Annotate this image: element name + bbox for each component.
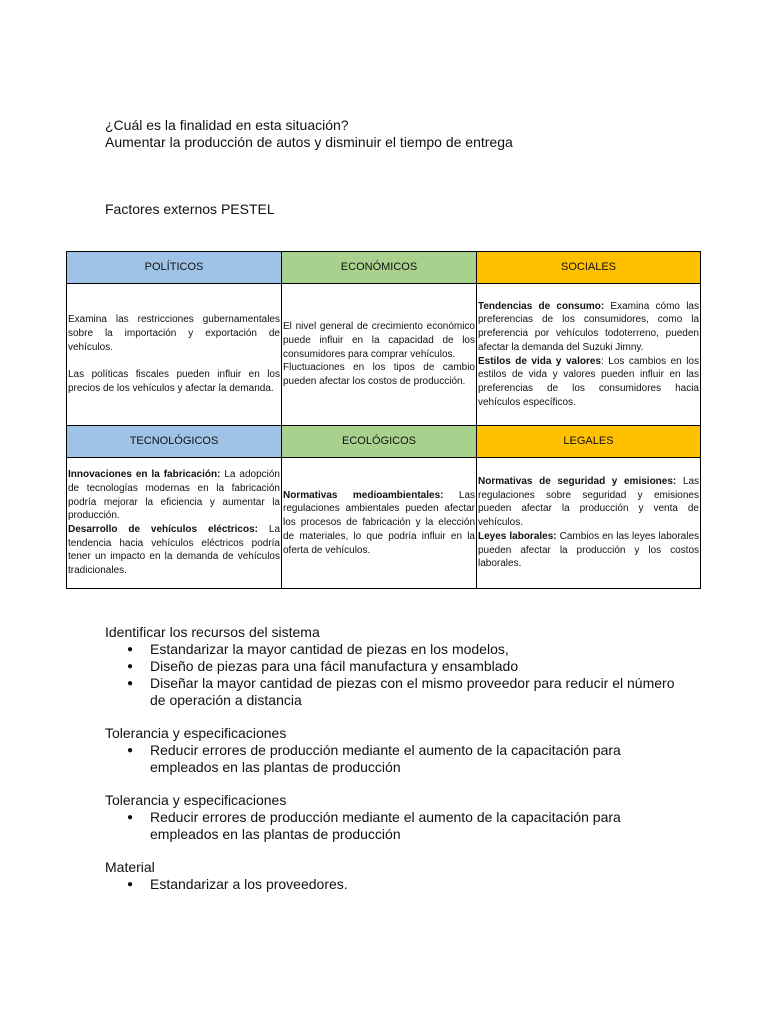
economicos-paragraph-1: El nivel general de crecimiento económico puede influir en la capacidad de los consumidores para comprar vehículos.	[283, 321, 475, 360]
legales-text-2: Cambios en las leyes laborales pueden afectar la producción y los costos laborales.	[478, 530, 700, 570]
section-title: Tolerancia y especificaciones	[105, 725, 287, 741]
header-tecnologicos: TECNOLÓGICOS	[67, 426, 282, 458]
cell-legales	[477, 458, 701, 589]
legales-paragraph-2	[478, 530, 699, 571]
tecnologicos-paragraph-2	[68, 523, 280, 578]
legales-term-1: Normativas de seguridad y emisiones:	[478, 476, 677, 488]
legales-term-2: Leyes laborales:	[478, 530, 557, 542]
bullet-list	[105, 809, 685, 843]
section-tolerancia-1	[105, 725, 685, 776]
cell-sociales	[477, 284, 701, 426]
question-text: ¿Cuál es la finalidad en esta situación?	[105, 117, 349, 133]
tecnologicos-term-1: Innovaciones en la fabricación:	[68, 469, 221, 481]
list-item: ● Estandarizar la mayor cantidad de piezas en los modelos,	[105, 641, 685, 658]
ecologicos-term-1: Normativas medioambientales:	[283, 489, 444, 501]
section-title: Tolerancia y especificaciones	[105, 792, 287, 808]
cell-ecologicos	[282, 458, 477, 589]
cell-economicos	[282, 284, 477, 426]
ecologicos-paragraph-1	[283, 489, 475, 558]
tecnologicos-text-2: La tendencia hacia vehículos eléctricos podría tener un impacto en la demanda de vehículos tradicionales.	[68, 524, 281, 577]
sociales-paragraph-1	[478, 300, 699, 355]
tecnologicos-term-2: Desarrollo de vehículos eléctricos:	[68, 524, 258, 535]
list-item: ● Diseño de piezas para una fácil manufactura y ensamblado	[105, 658, 685, 675]
politicos-paragraph-1: Examina las restricciones gubernamentales sobre la importación y exportación de vehículos.	[68, 314, 280, 353]
list-item: ● Diseñar la mayor cantidad de piezas con el mismo proveedor para reducir el número de operación a distancia	[105, 675, 685, 709]
bullet-list	[105, 742, 685, 776]
legales-text-1: Las regulaciones sobre seguridad y emisiones pueden afectar la producción y venta de vehículos.	[478, 476, 700, 529]
header-legales: LEGALES	[477, 426, 701, 458]
cell-tecnologicos	[67, 458, 282, 589]
politicos-paragraph-2: Las políticas fiscales pueden influir en los precios de los vehículos y afectar la demanda.	[68, 369, 280, 395]
sociales-paragraph-2	[478, 355, 699, 410]
header-sociales: SOCIALES	[477, 252, 701, 284]
section-recursos	[105, 624, 685, 709]
sociales-term-2: Estilos de vida y valores	[478, 355, 601, 367]
list-item: ● Reducir errores de producción mediante el aumento de la capacitación para empleados en las plantas de producción	[105, 742, 685, 776]
pestel-title: Factores externos PESTEL	[105, 201, 275, 217]
tecnologicos-paragraph-1	[68, 468, 280, 523]
ecologicos-text-1: Las regulaciones ambientales pueden afectar los procesos de fabricación y la elección de materiales, lo que podría influir en la oferta de vehículos.	[283, 489, 476, 556]
header-ecologicos: ECOLÓGICOS	[282, 426, 477, 458]
header-politicos: POLÍTICOS	[67, 252, 282, 284]
economicos-paragraph-2: Fluctuaciones en los tipos de cambio pueden afectar los costos de producción.	[283, 362, 475, 388]
sociales-text-1: Examina cómo las preferencias de los consumidores, como la preferencia por vehículos todoterreno, pueden afectar la demanda del Suzuki Jimny.	[478, 300, 699, 353]
section-material	[105, 859, 685, 893]
sections-block	[105, 624, 685, 909]
list-item: ● Estandarizar a los proveedores.	[105, 876, 685, 893]
section-tolerancia-2	[105, 792, 685, 843]
pestel-table	[66, 251, 701, 589]
cell-politicos	[67, 284, 282, 426]
section-title: Identificar los recursos del sistema	[105, 624, 320, 640]
goal-text: Aumentar la producción de autos y disminuir el tiempo de entrega	[105, 134, 513, 150]
bullet-list	[105, 876, 685, 893]
bullet-list	[105, 641, 685, 709]
question-block	[105, 117, 513, 151]
tecnologicos-text-1: La adopción de tecnologías modernas en la fabricación podría mejorar la eficiencia y aumentar la producción.	[68, 469, 280, 522]
sociales-text-2: : Los cambios en los estilos de vida y valores pueden influir en las preferencias de los consumidores hacia vehículos específicos.	[478, 355, 699, 408]
section-title: Material	[105, 859, 155, 875]
legales-paragraph-1	[478, 475, 699, 530]
header-economicos: ECONÓMICOS	[282, 252, 477, 284]
sociales-term-1: Tendencias de consumo:	[478, 300, 605, 312]
list-item: ● Reducir errores de producción mediante el aumento de la capacitación para empleados en las plantas de producción	[105, 809, 685, 843]
